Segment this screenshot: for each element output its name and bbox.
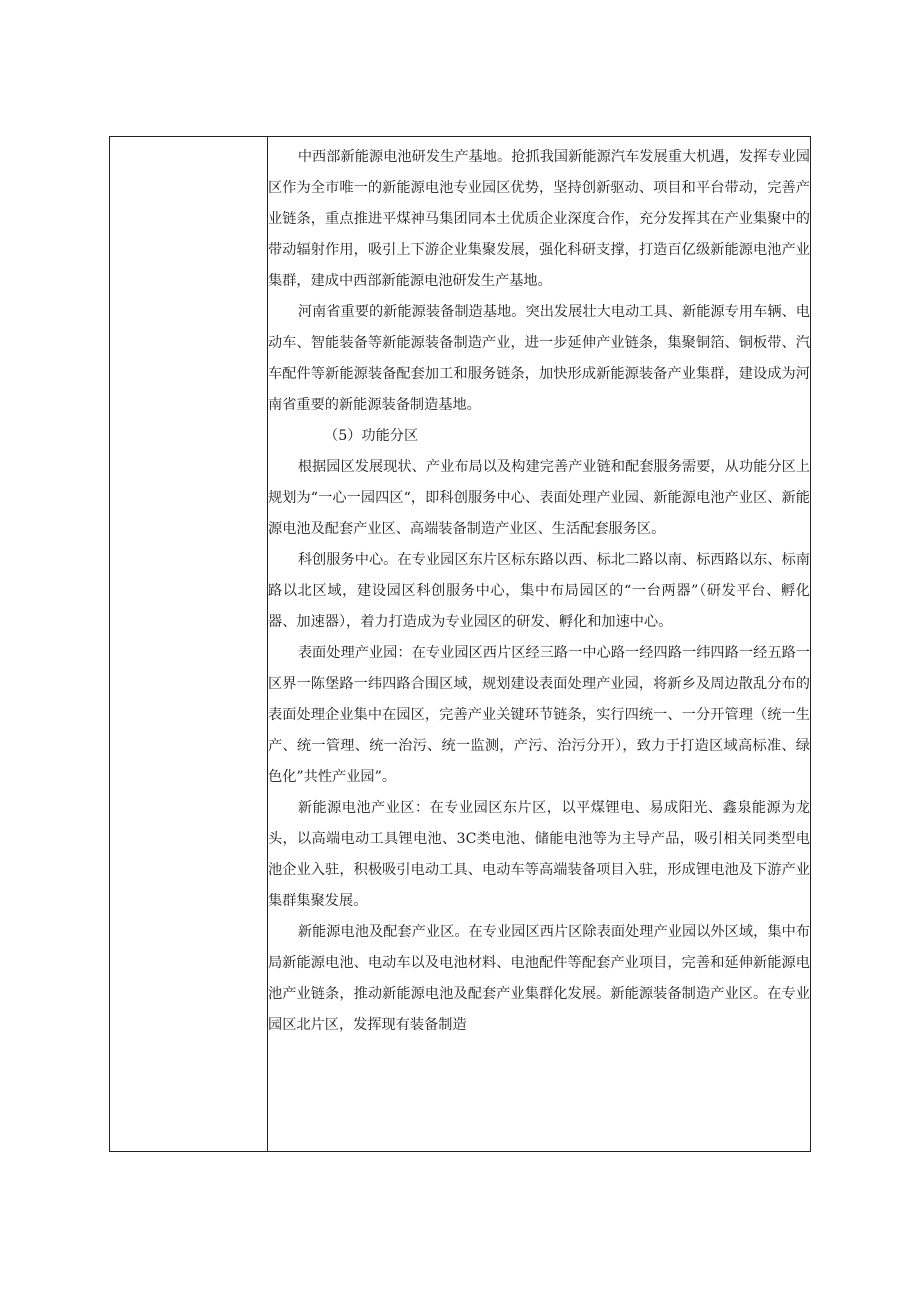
paragraph-innovation-center: 科创服务中心。在专业园区东片区标东路以西、标北二路以南、标西路以东、标南路以北区域，建设园区科创服务中心，集中布局园区的“一台两器”（研发平台、孵化器、加速器），着力打造成为专业园区的研发、孵化和加速中心。 [268, 552, 810, 630]
paragraph-equipment-base: 河南省重要的新能源装备制造基地。突出发展壮大电动工具、新能源专用车辆、电动车、智能装备等新能源装备制造产业，进一步延伸产业链条，集聚铜箔、铜板带、汽车配件等新能源装备配套加工和服务链条，加快形成新能源装备产业集群，建设成为河南省重要的新能源装备制造基地。 [268, 304, 810, 413]
paragraph-surface-treatment: 表面处理产业园：在专业园区西片区经三路一中心路一经四路一纬四路一经五路一区界一陈堡路一纬四路合围区域，规划建设表面处理产业园，将新乡及周边散乱分布的表面处理企业集中在园区，完善产业关键环节链条，实行四统一、一分开管理（统一生产、统一管理、统一治污、统一监测，产污、治污分开），致力于打造区域高标准、绿色化”共性产业园”。 [268, 645, 810, 785]
paragraph-battery-base: 中西部新能源电池研发生产基地。抢抓我国新能源汽车发展重大机遇，发挥专业园区作为全市唯一的新能源电池专业园区优势，坚持创新驱动、项目和平台带动，完善产业链条，重点推进平煤神马集团同本土优质企业深度合作，充分发挥其在产业集聚中的带动辐射作用，吸引上下游企业集聚发展，强化科研支撑，打造百亿级新能源电池产业集群，建成中西部新能源电池研发生产基地。 [268, 149, 810, 289]
table-left-cell [110, 137, 268, 1151]
paragraph-battery-zone: 新能源电池产业区：在专业园区东片区，以平煤锂电、易成阳光、鑫泉能源为龙头，以高端电动工具锂电池、3C类电池、储能电池等为主导产品，吸引相关同类型电池企业入驻，积极吸引电动工具、电动车等高端装备项目入驻，形成锂电池及下游产业集群集聚发展。 [268, 800, 810, 909]
paragraph-battery-supporting-zone: 新能源电池及配套产业区。在专业园区西片区除表面处理产业园以外区域，集中布局新能源电池、电动车以及电池材料、电池配件等配套产业项目，完善和延伸新能源电池产业链条，推动新能源电池及配套产业集群化发展。新能源装备制造产业区。在专业园区北片区，发挥现有装备制造 [268, 924, 810, 1033]
document-table [109, 136, 811, 1152]
table-content-cell [268, 137, 810, 1151]
paragraph-zone-plan: 根据园区发展现状、产业布局以及构建完善产业链和配套服务需要，从功能分区上规划为“一心一园四区“，即科创服务中心、表面处理产业园、新能源电池产业区、新能源电池及配套产业区、高端装备制造产业区、生活配套服务区。 [268, 459, 810, 537]
section-heading-functional-zones: （5）功能分区 [324, 428, 419, 444]
